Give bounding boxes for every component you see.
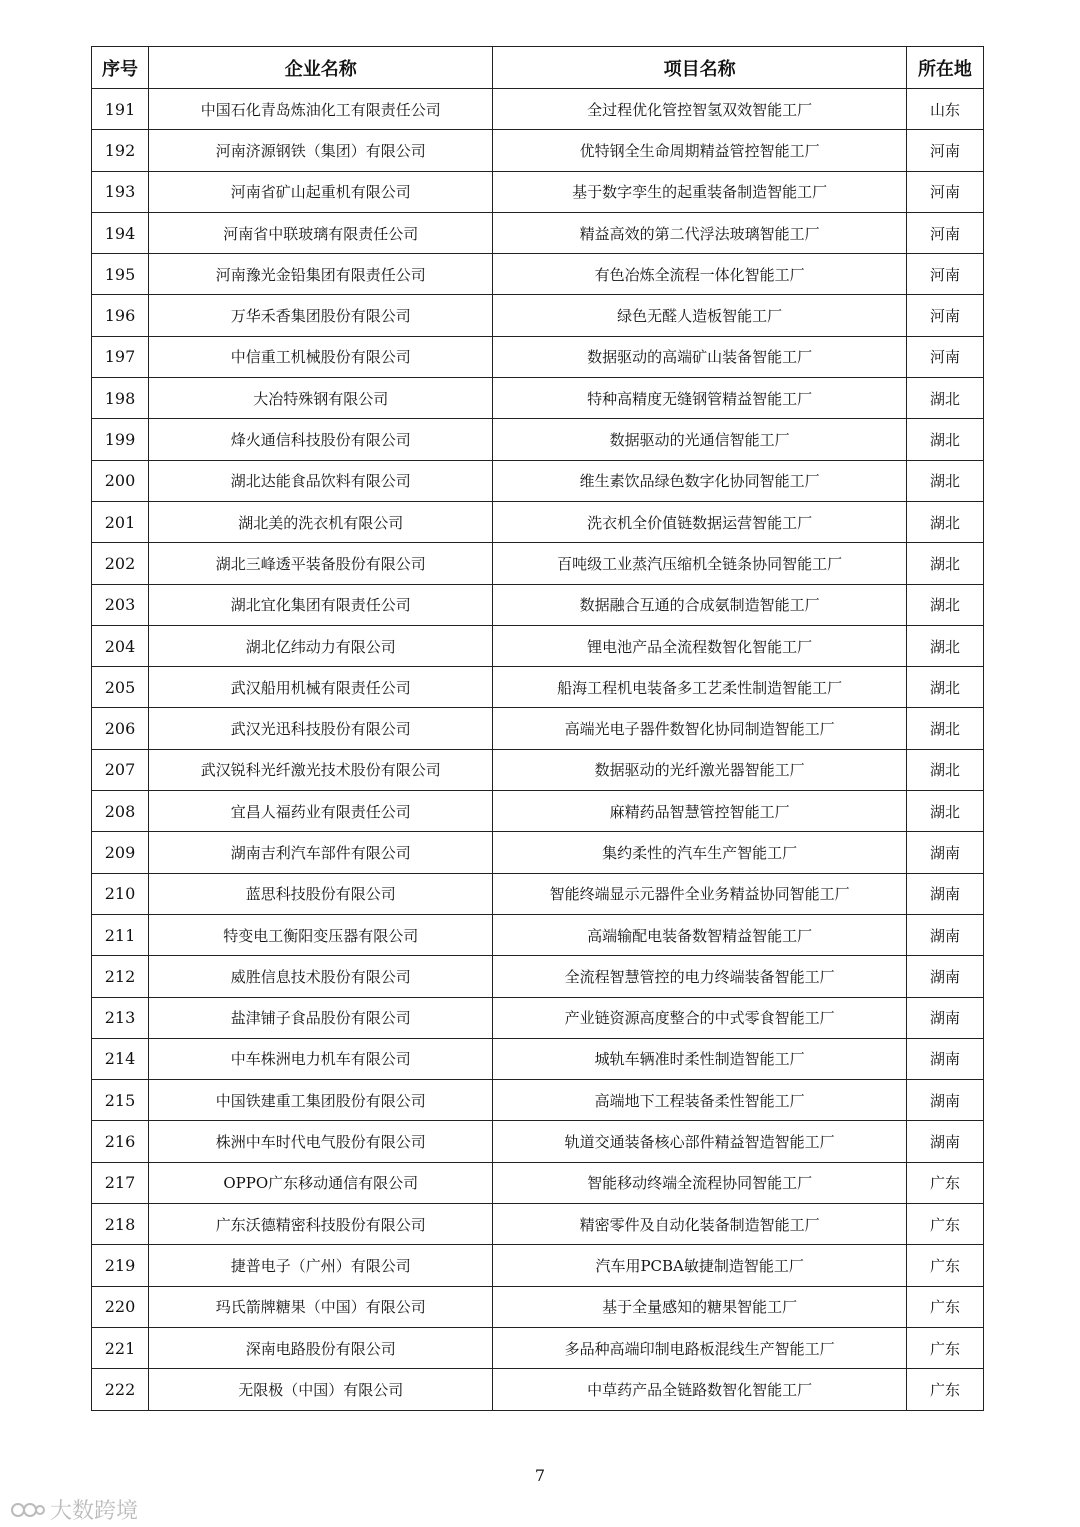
row-company-name: 中国铁建重工集团股份有限公司 bbox=[149, 1080, 493, 1121]
table-row bbox=[92, 543, 984, 584]
row-company-name: 广东沃德精密科技股份有限公司 bbox=[149, 1204, 493, 1245]
row-location: 湖北 bbox=[906, 791, 983, 832]
row-company-name: 盐津铺子食品股份有限公司 bbox=[149, 997, 493, 1038]
row-serial-number: 194 bbox=[92, 212, 149, 253]
row-serial-number: 211 bbox=[92, 914, 149, 955]
row-company-name: 河南省中联玻璃有限责任公司 bbox=[149, 212, 493, 253]
row-company-name: 烽火通信科技股份有限公司 bbox=[149, 419, 493, 460]
row-location: 湖北 bbox=[906, 584, 983, 625]
row-company-name: 武汉光迅科技股份有限公司 bbox=[149, 708, 493, 749]
row-serial-number: 216 bbox=[92, 1121, 149, 1162]
row-company-name: 深南电路股份有限公司 bbox=[149, 1327, 493, 1368]
table-body bbox=[92, 89, 984, 1411]
row-project-name: 全流程智慧管控的电力终端装备智能工厂 bbox=[493, 956, 906, 997]
row-project-name: 产业链资源高度整合的中式零食智能工厂 bbox=[493, 997, 906, 1038]
row-serial-number: 221 bbox=[92, 1327, 149, 1368]
row-location: 河南 bbox=[906, 336, 983, 377]
row-project-name: 绿色无醛人造板智能工厂 bbox=[493, 295, 906, 336]
row-serial-number: 217 bbox=[92, 1162, 149, 1203]
row-project-name: 精密零件及自动化装备制造智能工厂 bbox=[493, 1204, 906, 1245]
table-row bbox=[92, 832, 984, 873]
table-row bbox=[92, 1245, 984, 1286]
row-location: 湖南 bbox=[906, 956, 983, 997]
table-row bbox=[92, 336, 984, 377]
row-location: 广东 bbox=[906, 1286, 983, 1327]
row-company-name: 大冶特殊钢有限公司 bbox=[149, 378, 493, 419]
row-company-name: 湖北美的洗衣机有限公司 bbox=[149, 501, 493, 542]
table-row bbox=[92, 1327, 984, 1368]
row-location: 湖北 bbox=[906, 460, 983, 501]
table-row bbox=[92, 1286, 984, 1327]
row-serial-number: 192 bbox=[92, 130, 149, 171]
header-company-name: 企业名称 bbox=[149, 47, 493, 89]
row-serial-number: 193 bbox=[92, 171, 149, 212]
row-serial-number: 205 bbox=[92, 667, 149, 708]
factory-list-table bbox=[91, 46, 984, 1411]
table-row bbox=[92, 419, 984, 460]
row-company-name: 无限极（中国）有限公司 bbox=[149, 1369, 493, 1410]
row-project-name: 基于数字孪生的起重装备制造智能工厂 bbox=[493, 171, 906, 212]
row-serial-number: 195 bbox=[92, 254, 149, 295]
table-row bbox=[92, 89, 984, 130]
table-header-row bbox=[92, 47, 984, 89]
table-row bbox=[92, 997, 984, 1038]
table-row bbox=[92, 295, 984, 336]
row-project-name: 智能终端显示元器件全业务精益协同智能工厂 bbox=[493, 873, 906, 914]
row-location: 广东 bbox=[906, 1245, 983, 1286]
row-company-name: 湖北宜化集团有限责任公司 bbox=[149, 584, 493, 625]
row-company-name: 武汉船用机械有限责任公司 bbox=[149, 667, 493, 708]
row-serial-number: 197 bbox=[92, 336, 149, 377]
row-serial-number: 203 bbox=[92, 584, 149, 625]
row-location: 湖南 bbox=[906, 832, 983, 873]
row-serial-number: 201 bbox=[92, 501, 149, 542]
row-project-name: 数据驱动的光通信智能工厂 bbox=[493, 419, 906, 460]
table-row bbox=[92, 956, 984, 997]
row-project-name: 洗衣机全价值链数据运营智能工厂 bbox=[493, 501, 906, 542]
table-row bbox=[92, 1369, 984, 1410]
row-location: 湖北 bbox=[906, 543, 983, 584]
row-company-name: 玛氏箭牌糖果（中国）有限公司 bbox=[149, 1286, 493, 1327]
row-serial-number: 218 bbox=[92, 1204, 149, 1245]
row-company-name: OPPO广东移动通信有限公司 bbox=[149, 1162, 493, 1203]
row-location: 广东 bbox=[906, 1162, 983, 1203]
row-project-name: 高端光电子器件数智化协同制造智能工厂 bbox=[493, 708, 906, 749]
row-project-name: 维生素饮品绿色数字化协同智能工厂 bbox=[493, 460, 906, 501]
row-company-name: 中车株洲电力机车有限公司 bbox=[149, 1038, 493, 1079]
table-row bbox=[92, 460, 984, 501]
row-location: 湖南 bbox=[906, 1038, 983, 1079]
table-row bbox=[92, 708, 984, 749]
row-company-name: 中国石化青岛炼油化工有限责任公司 bbox=[149, 89, 493, 130]
row-serial-number: 220 bbox=[92, 1286, 149, 1327]
row-company-name: 中信重工机械股份有限公司 bbox=[149, 336, 493, 377]
row-company-name: 湖南吉利汽车部件有限公司 bbox=[149, 832, 493, 873]
row-project-name: 城轨车辆准时柔性制造智能工厂 bbox=[493, 1038, 906, 1079]
table-row bbox=[92, 1204, 984, 1245]
row-company-name: 宜昌人福药业有限责任公司 bbox=[149, 791, 493, 832]
table-row bbox=[92, 130, 984, 171]
row-project-name: 数据驱动的光纤激光器智能工厂 bbox=[493, 749, 906, 790]
row-location: 河南 bbox=[906, 171, 983, 212]
row-project-name: 轨道交通装备核心部件精益智造智能工厂 bbox=[493, 1121, 906, 1162]
row-serial-number: 202 bbox=[92, 543, 149, 584]
row-company-name: 武汉锐科光纤激光技术股份有限公司 bbox=[149, 749, 493, 790]
table-row bbox=[92, 1038, 984, 1079]
row-location: 河南 bbox=[906, 130, 983, 171]
row-project-name: 数据驱动的高端矿山装备智能工厂 bbox=[493, 336, 906, 377]
header-location: 所在地 bbox=[906, 47, 983, 89]
row-location: 山东 bbox=[906, 89, 983, 130]
row-serial-number: 209 bbox=[92, 832, 149, 873]
table-row bbox=[92, 171, 984, 212]
row-serial-number: 214 bbox=[92, 1038, 149, 1079]
row-location: 湖北 bbox=[906, 501, 983, 542]
row-location: 湖南 bbox=[906, 1121, 983, 1162]
row-company-name: 河南济源钢铁（集团）有限公司 bbox=[149, 130, 493, 171]
row-company-name: 威胜信息技术股份有限公司 bbox=[149, 956, 493, 997]
row-company-name: 湖北亿纬动力有限公司 bbox=[149, 625, 493, 666]
row-location: 河南 bbox=[906, 212, 983, 253]
row-serial-number: 210 bbox=[92, 873, 149, 914]
table-row bbox=[92, 791, 984, 832]
watermark-logo-icon bbox=[10, 1498, 46, 1522]
row-project-name: 基于全量感知的糖果智能工厂 bbox=[493, 1286, 906, 1327]
row-project-name: 集约柔性的汽车生产智能工厂 bbox=[493, 832, 906, 873]
row-project-name: 麻精药品智慧管控智能工厂 bbox=[493, 791, 906, 832]
row-location: 湖南 bbox=[906, 1080, 983, 1121]
watermark-text: 大数跨境 bbox=[50, 1499, 139, 1524]
row-project-name: 智能移动终端全流程协同智能工厂 bbox=[493, 1162, 906, 1203]
row-serial-number: 213 bbox=[92, 997, 149, 1038]
row-location: 湖南 bbox=[906, 873, 983, 914]
row-serial-number: 206 bbox=[92, 708, 149, 749]
row-location: 湖北 bbox=[906, 667, 983, 708]
row-serial-number: 196 bbox=[92, 295, 149, 336]
row-project-name: 有色冶炼全流程一体化智能工厂 bbox=[493, 254, 906, 295]
row-location: 广东 bbox=[906, 1327, 983, 1368]
table-row bbox=[92, 873, 984, 914]
row-serial-number: 204 bbox=[92, 625, 149, 666]
row-company-name: 湖北达能食品饮料有限公司 bbox=[149, 460, 493, 501]
row-project-name: 船海工程机电装备多工艺柔性制造智能工厂 bbox=[493, 667, 906, 708]
row-serial-number: 212 bbox=[92, 956, 149, 997]
row-project-name: 全过程优化管控智氢双效智能工厂 bbox=[493, 89, 906, 130]
row-company-name: 湖北三峰透平装备股份有限公司 bbox=[149, 543, 493, 584]
row-serial-number: 207 bbox=[92, 749, 149, 790]
watermark bbox=[10, 1494, 138, 1525]
row-serial-number: 198 bbox=[92, 378, 149, 419]
row-location: 广东 bbox=[906, 1369, 983, 1410]
row-location: 湖北 bbox=[906, 749, 983, 790]
row-company-name: 河南豫光金铅集团有限责任公司 bbox=[149, 254, 493, 295]
row-serial-number: 222 bbox=[92, 1369, 149, 1410]
row-location: 湖北 bbox=[906, 378, 983, 419]
row-project-name: 数据融合互通的合成氨制造智能工厂 bbox=[493, 584, 906, 625]
row-location: 河南 bbox=[906, 254, 983, 295]
table-row bbox=[92, 749, 984, 790]
table-row bbox=[92, 501, 984, 542]
row-location: 湖北 bbox=[906, 419, 983, 460]
row-project-name: 百吨级工业蒸汽压缩机全链条协同智能工厂 bbox=[493, 543, 906, 584]
row-location: 湖北 bbox=[906, 708, 983, 749]
row-serial-number: 219 bbox=[92, 1245, 149, 1286]
row-company-name: 株洲中车时代电气股份有限公司 bbox=[149, 1121, 493, 1162]
row-project-name: 锂电池产品全流程数智化智能工厂 bbox=[493, 625, 906, 666]
row-serial-number: 200 bbox=[92, 460, 149, 501]
table-row bbox=[92, 1162, 984, 1203]
row-serial-number: 199 bbox=[92, 419, 149, 460]
row-project-name: 高端输配电装备数智精益智能工厂 bbox=[493, 914, 906, 955]
row-project-name: 精益高效的第二代浮法玻璃智能工厂 bbox=[493, 212, 906, 253]
row-project-name: 多品种高端印制电路板混线生产智能工厂 bbox=[493, 1327, 906, 1368]
table-row bbox=[92, 584, 984, 625]
table-row bbox=[92, 1080, 984, 1121]
page-number: 7 bbox=[534, 1466, 546, 1485]
row-location: 河南 bbox=[906, 295, 983, 336]
row-project-name: 特种高精度无缝钢管精益智能工厂 bbox=[493, 378, 906, 419]
row-company-name: 捷普电子（广州）有限公司 bbox=[149, 1245, 493, 1286]
table-row bbox=[92, 378, 984, 419]
row-company-name: 特变电工衡阳变压器有限公司 bbox=[149, 914, 493, 955]
row-location: 湖南 bbox=[906, 914, 983, 955]
header-project-name: 项目名称 bbox=[493, 47, 906, 89]
row-company-name: 河南省矿山起重机有限公司 bbox=[149, 171, 493, 212]
table-row bbox=[92, 1121, 984, 1162]
row-serial-number: 191 bbox=[92, 89, 149, 130]
row-location: 湖北 bbox=[906, 625, 983, 666]
header-serial-number: 序号 bbox=[92, 47, 149, 89]
row-company-name: 万华禾香集团股份有限公司 bbox=[149, 295, 493, 336]
row-serial-number: 215 bbox=[92, 1080, 149, 1121]
table-row bbox=[92, 625, 984, 666]
table-row bbox=[92, 212, 984, 253]
row-project-name: 优特钢全生命周期精益管控智能工厂 bbox=[493, 130, 906, 171]
row-project-name: 中草药产品全链路数智化智能工厂 bbox=[493, 1369, 906, 1410]
row-project-name: 汽车用PCBA敏捷制造智能工厂 bbox=[493, 1245, 906, 1286]
row-location: 广东 bbox=[906, 1204, 983, 1245]
table-row bbox=[92, 667, 984, 708]
row-location: 湖南 bbox=[906, 997, 983, 1038]
row-serial-number: 208 bbox=[92, 791, 149, 832]
row-project-name: 高端地下工程装备柔性智能工厂 bbox=[493, 1080, 906, 1121]
table-row bbox=[92, 914, 984, 955]
row-company-name: 蓝思科技股份有限公司 bbox=[149, 873, 493, 914]
table-row bbox=[92, 254, 984, 295]
